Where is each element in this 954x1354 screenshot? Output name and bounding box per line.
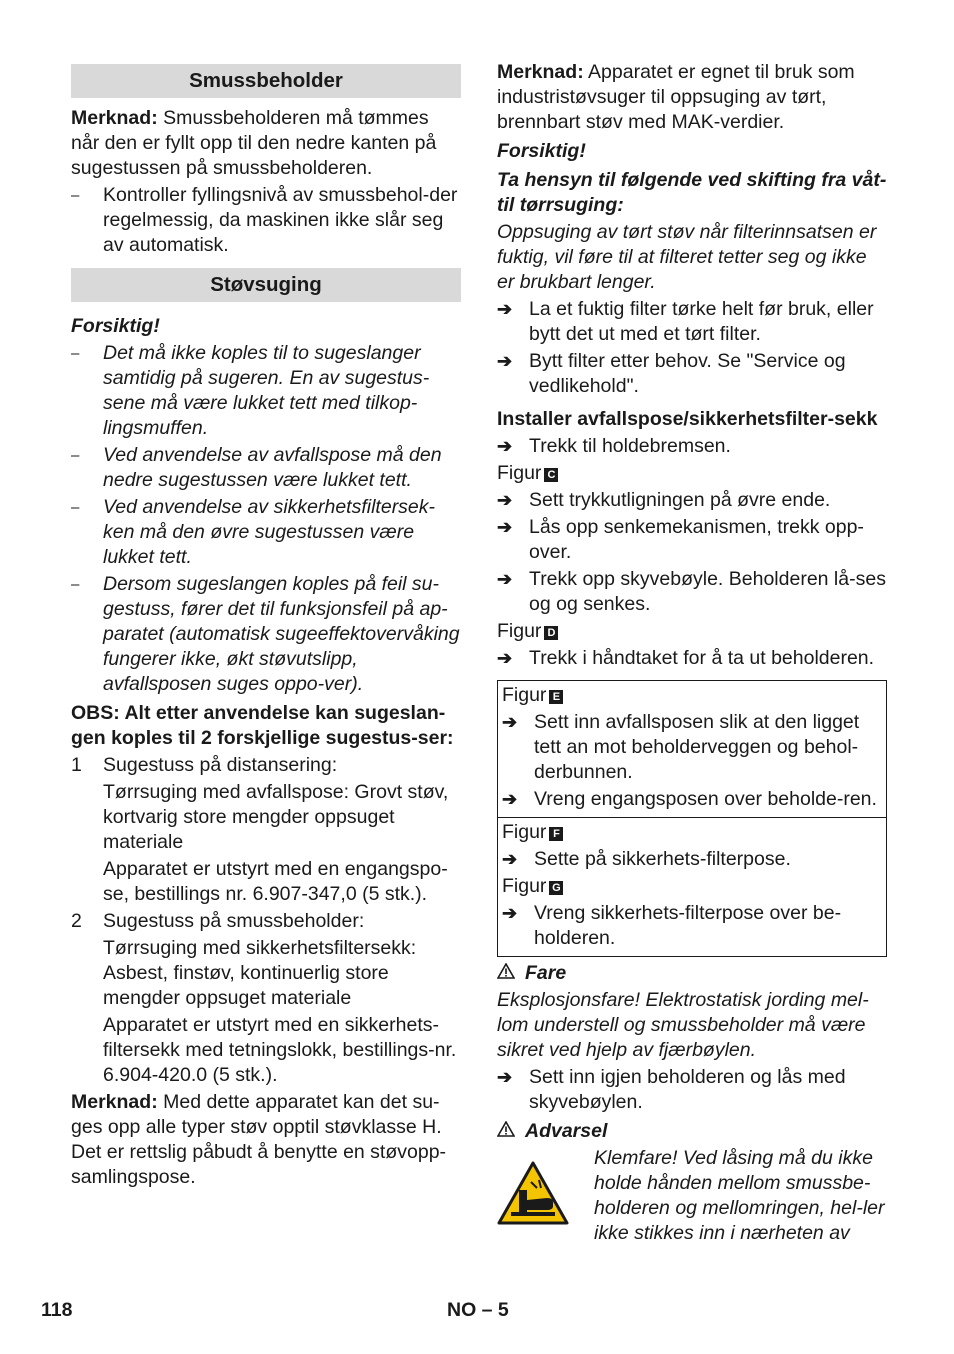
number-marker: 2 (71, 910, 82, 932)
dash-marker: – (71, 447, 80, 464)
note-text: Med dette apparatet kan det su-ges opp alle typer støv opptil støvklasse H. Det er rettslig påbudt å benytte en støvopp-samlingspose. (71, 1091, 447, 1188)
list-item-text: Kontroller fyllingsnivå av smussbehol-der regelmessig, da maskinen ikke slår seg av automatisk. (103, 184, 458, 256)
danger-heading (497, 961, 887, 986)
arrow-right-icon: ➔ (497, 569, 513, 589)
figure-ref-f (502, 820, 882, 845)
list-item (71, 183, 461, 258)
step-text: Vreng engangsposen over beholde-ren. (534, 788, 877, 810)
warning-heading (497, 1119, 887, 1144)
left-column (71, 60, 461, 1192)
figure-letter-badge: E (549, 690, 563, 704)
arrow-right-icon: ➔ (497, 1067, 513, 1087)
dash-marker: – (71, 187, 80, 204)
note-text: Apparatet er egnet til bruk som industristøvsuger til oppsuging av tørt, brennbart støv med MAK-verdier. (497, 61, 855, 133)
arrow-step (502, 847, 882, 872)
caution-label: Forsiktig! (497, 140, 586, 162)
indented-paragraph: Tørrsuging med avfallspose: Grovt støv, kortvarig store mengder oppsuget materiale (103, 781, 449, 853)
arrow-step (502, 710, 882, 785)
note-paragraph (71, 106, 461, 181)
warning-text: Klemfare! Ved låsing må du ikke holde hånden mellom smussbe-holderen og mellomringen, hel-ler ikke stikkes inn i nærheten av (594, 1147, 885, 1244)
figure-letter-badge: D (544, 626, 558, 640)
figure-label: Figur (502, 821, 547, 843)
arrow-step (497, 646, 887, 671)
note-label: Merknad: (71, 1091, 158, 1113)
figure-letter-badge: F (549, 827, 563, 841)
arrow-right-icon: ➔ (497, 517, 513, 537)
arrow-step (502, 901, 882, 951)
arrow-step (497, 1065, 887, 1115)
numbered-item-title: Sugestuss på smussbeholder: (103, 910, 365, 932)
step-text: Sett inn avfallsposen slik at den ligget tett an mot beholderveggen og behol-derbunnen. (534, 711, 860, 783)
number-marker: 1 (71, 754, 82, 776)
arrow-step (497, 349, 887, 399)
caution-text: Oppsuging av tørt støv når filterinnsatsen er fuktig, vil føre til at filteret tetter seg og ikke er brukbart lenger. (497, 221, 877, 293)
warning-triangle-icon (497, 1119, 517, 1144)
step-text: Bytt filter etter behov. Se "Service og vedlikehold". (529, 350, 846, 397)
caution-heading: Ta hensyn til følgende ved skifting fra våt- til tørrsuging: (497, 169, 887, 216)
arrow-step (497, 297, 887, 347)
list-item (71, 572, 461, 697)
arrow-right-icon: ➔ (497, 351, 513, 371)
step-text: Trekk opp skyvebøyle. Beholderen lå-ses og og senkes. (529, 568, 886, 615)
dash-marker: – (71, 499, 80, 516)
figure-ref-e (502, 683, 882, 708)
arrow-right-icon: ➔ (497, 490, 513, 510)
indented-paragraph: Tørrsuging med sikkerhetsfiltersekk: Asbest, finstøv, kontinuerlig store mengder oppsuget materiale (103, 937, 417, 1009)
right-column (497, 60, 887, 1248)
dash-marker: – (71, 345, 80, 362)
figure-ref-c (497, 461, 887, 486)
list-item-text: Det må ikke koples til to sugeslanger samtidig på sugeren. En av sugestus-sene må være lukket tett med tilkop-lingsmuffen. (103, 342, 430, 439)
section-heading-stovsuging: Støvsuging (71, 268, 461, 302)
list-item-text: Ved anvendelse av sikkerhetsfiltersek-ken må den øvre sugestussen være lukket tett. (103, 496, 436, 568)
list-item (71, 341, 461, 441)
arrow-step (497, 488, 887, 513)
arrow-right-icon: ➔ (497, 436, 513, 456)
arrow-right-icon: ➔ (502, 849, 518, 869)
list-item (71, 495, 461, 570)
arrow-right-icon: ➔ (497, 299, 513, 319)
list-item-text: Ved anvendelse av avfallspose må den nedre sugestussen være lukket tett. (103, 444, 442, 491)
numbered-item-2 (71, 909, 461, 934)
figure-label: Figur (497, 620, 542, 642)
danger-text: Eksplosjonsfare! Elektrostatisk jording mel-lom understell og smussbeholder må være sikret ved hjelp av fjærbøylen. (497, 989, 869, 1061)
figure-box-section-fg (498, 817, 886, 956)
warning-block (497, 1146, 887, 1246)
step-text: Sett trykkutligningen på øvre ende. (529, 489, 831, 511)
indented-paragraph: Apparatet er utstyrt med en sikkerhets-filtersekk med tetningslokk, bestillings-nr. 6.904-420.0 (5 stk.). (103, 1014, 457, 1086)
step-text: Sette på sikkerhets-filterpose. (534, 848, 791, 870)
arrow-step (497, 434, 887, 459)
list-item (71, 443, 461, 493)
figure-label: Figur (502, 684, 547, 706)
arrow-step (497, 567, 887, 617)
install-heading: Installer avfallspose/sikkerhetsfilter-sekk (497, 408, 878, 430)
arrow-right-icon: ➔ (497, 648, 513, 668)
obs-paragraph: OBS: Alt etter anvendelse kan sugeslan-gen koples til 2 forskjellige sugestus-ser: (71, 702, 454, 749)
arrow-right-icon: ➔ (502, 903, 518, 923)
figure-box-section-e (498, 681, 886, 817)
arrow-right-icon: ➔ (502, 789, 518, 809)
figure-ref-d (497, 619, 887, 644)
note-text: Smussbeholderen må tømmes når den er fyllt opp til den nedre kanten på sugestussen på smussbeholderen. (71, 107, 437, 179)
step-text: Trekk i håndtaket for å ta ut beholderen. (529, 647, 875, 669)
page-section-label: NO – 5 (447, 1299, 509, 1321)
step-text: La et fuktig filter tørke helt før bruk, eller bytt det ut med et tørt filter. (529, 298, 874, 345)
figure-letter-badge: C (544, 468, 558, 482)
note-paragraph (497, 60, 887, 135)
indented-paragraph: Apparatet er utstyrt med en engangspo-se, bestillings nr. 6.907-347,0 (5 stk.). (103, 858, 448, 905)
figure-label: Figur (502, 875, 547, 897)
page-number: 118 (41, 1299, 73, 1321)
step-text: Trekk til holdebremsen. (529, 435, 731, 457)
note-label: Merknad: (497, 61, 584, 83)
figure-letter-badge: G (549, 881, 563, 895)
section-heading-smussbeholder: Smussbeholder (71, 64, 461, 98)
list-item-text: Dersom sugeslangen koples på feil su-gestuss, fører det til funksjonsfeil på ap-paratet (automatisk sugeeffektovervåking fungerer ikke, økt støvutslipp, avfallsposen suges oppo-ver). (103, 573, 460, 695)
step-text: Lås opp senkemekanismen, trekk opp-over. (529, 516, 864, 563)
dash-marker: – (71, 576, 80, 593)
warning-triangle-icon (497, 961, 517, 986)
figure-box (497, 680, 887, 957)
note-paragraph (71, 1090, 461, 1190)
warning-label: Advarsel (525, 1120, 608, 1142)
arrow-right-icon: ➔ (502, 712, 518, 732)
numbered-item-1 (71, 753, 461, 778)
arrow-step (502, 787, 882, 812)
numbered-item-title: Sugestuss på distansering: (103, 754, 338, 776)
note-label: Merknad: (71, 107, 158, 129)
figure-label: Figur (497, 462, 542, 484)
arrow-step (497, 515, 887, 565)
danger-label: Fare (525, 962, 567, 984)
step-text: Vreng sikkerhets-filterpose over be-holderen. (534, 902, 842, 949)
step-text: Sett inn igjen beholderen og lås med skyvebøylen. (529, 1066, 846, 1113)
hand-crush-hazard-icon (497, 1160, 569, 1226)
figure-ref-g (502, 874, 882, 899)
caution-label: Forsiktig! (71, 315, 160, 337)
